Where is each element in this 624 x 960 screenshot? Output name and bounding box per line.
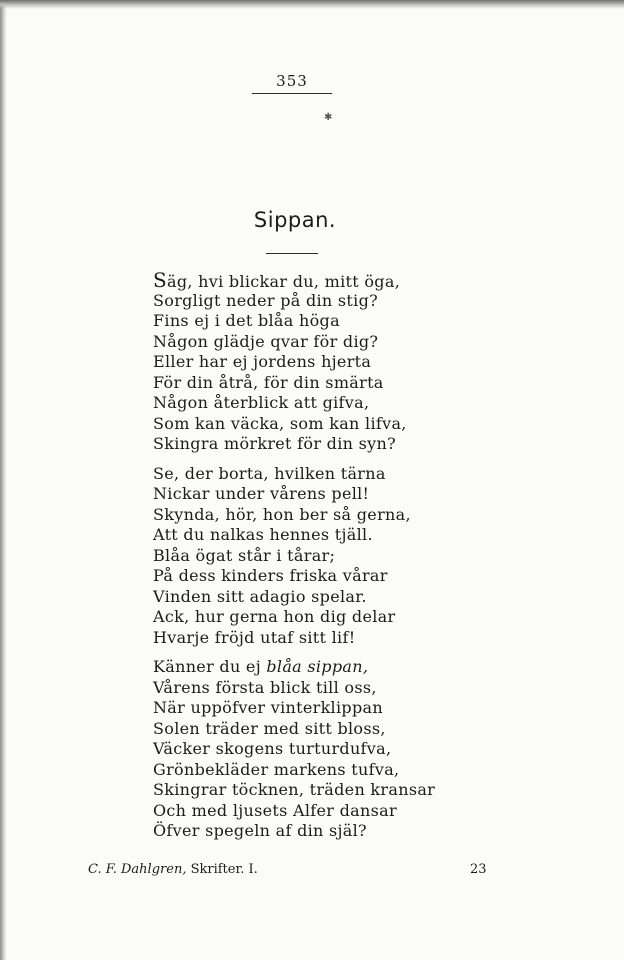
footer-imprint	[88, 862, 258, 877]
stanza-1	[153, 270, 453, 455]
poem-line: På dess kinders friska vårar	[153, 566, 388, 585]
stanza-3	[153, 657, 453, 842]
poem-line: Eller har ej jordens hjerta	[153, 352, 372, 371]
page-number: 353	[276, 72, 308, 90]
poem-line: Att du nalkas hennes tjäll.	[153, 525, 373, 544]
poem-line-italic-text: blåa sippan,	[266, 657, 369, 676]
poem-line: Vårens första blick till oss,	[153, 677, 377, 697]
poem-body	[153, 270, 453, 842]
poem-line: Skynda, hör, hon ber så gerna,	[153, 504, 411, 524]
ink-speck-decoration: ✱	[324, 112, 333, 123]
title-rule	[266, 253, 318, 254]
poem-line: Skingrar töcknen, träden kransar	[153, 780, 436, 799]
poem-line: Se, der borta, hvilken tärna	[153, 463, 386, 483]
poem-line: Nickar under vårens pell!	[153, 484, 370, 503]
poem-line: Grönbekläder markens tufva,	[153, 759, 400, 779]
poem-line-text: Känner du ej	[153, 657, 267, 676]
poem-line: Väcker skogens turturdufva,	[153, 739, 392, 758]
poem-line: Blåa ögat står i tårar;	[153, 545, 336, 565]
poem-line: Säg, hvi blickar du, mitt öga,	[153, 268, 401, 292]
poem-line: Någon återblick att gifva,	[153, 393, 370, 412]
poem-line: Ack, hur gerna hon dig delar	[153, 607, 396, 626]
poem-line: Solen träder med sitt bloss,	[153, 718, 386, 738]
poem-line: Sorgligt neder på din stig?	[153, 290, 378, 310]
page-edge-shadow-top	[0, 0, 624, 9]
poem-line: Vinden sitt adagio spelar.	[153, 586, 367, 606]
stanza-2	[153, 464, 453, 649]
poem-line	[153, 657, 453, 678]
footer-volume: I.	[248, 862, 258, 877]
poem-line: Någon glädje qvar för dig?	[153, 331, 379, 351]
page-edge-shadow-left	[0, 0, 7, 960]
poem-line: Och med ljusets Alfer dansar	[153, 800, 397, 820]
poem-line: Öfver spegeln af din själ?	[153, 821, 367, 840]
poem-line: Skingra mörkret för din syn?	[153, 434, 396, 453]
poem-title: Sippan.	[253, 208, 337, 232]
poem-line: Som kan väcka, som kan lifva,	[153, 413, 407, 433]
footer-author: C. F. Dahlgren,	[88, 862, 187, 877]
poem-line: När uppöfver vinterklippan	[153, 698, 383, 717]
footer-work: Skrifter.	[190, 862, 245, 877]
sheet-signature: 23	[470, 862, 487, 877]
poem-line: För din åtrå, för din smärta	[153, 372, 384, 392]
poem-line: Fins ej i det blåa höga	[153, 311, 340, 330]
poem-line: Hvarje fröjd utaf sitt lif!	[153, 627, 356, 647]
page-number-rule	[252, 93, 332, 94]
